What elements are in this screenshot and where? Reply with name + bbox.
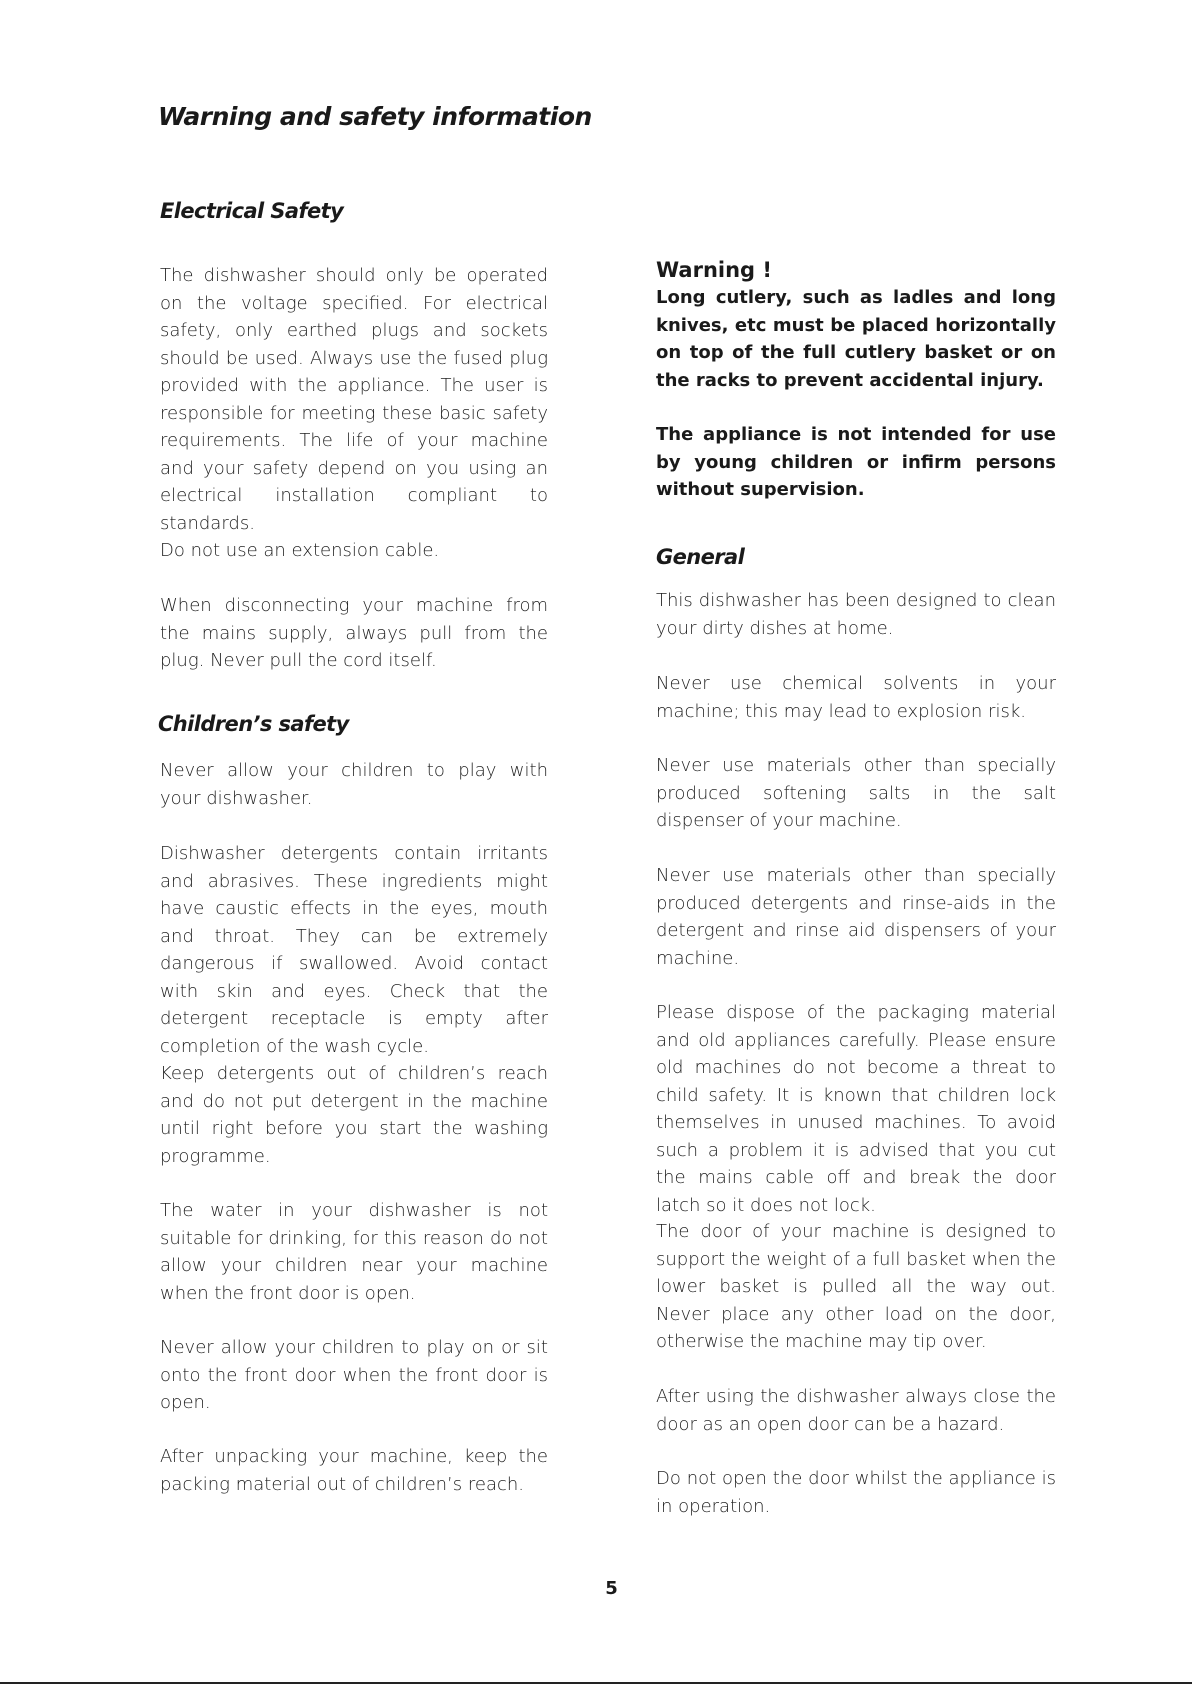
- general-heading: General: [656, 545, 745, 569]
- general-paragraph-6: The door of your machine is designed to support the weight of a full basket when the lower basket is pulled all the way out. Never place any other load on the door, otherwise the machine may tip over.: [656, 1221, 1056, 1352]
- general-paragraph-2: Never use chemical solvents in your machine; this may lead to explosion risk.: [656, 673, 1056, 722]
- general-paragraph-8: Do not open the door whilst the appliance is in operation.: [656, 1468, 1056, 1517]
- page-title: Warning and safety information: [158, 102, 592, 131]
- children-paragraph-3: Keep detergents out of children’s reach and do not put detergent in the machine until right before you start the washing programme.: [160, 1063, 548, 1167]
- warning-supervision: The appliance is not intended for use by young children or infirm persons without supervision.: [656, 424, 1056, 500]
- general-paragraph-1: This dishwasher has been designed to clean your dirty dishes at home.: [656, 590, 1056, 639]
- general-paragraph-7: After using the dishwasher always close the door as an open door can be a hazard.: [656, 1386, 1056, 1435]
- electrical-paragraph-3: When disconnecting your machine from the mains supply, always pull from the plug. Never pull the cord itself.: [160, 595, 548, 671]
- children-paragraph-6: After unpacking your machine, keep the packing material out of children’s reach.: [160, 1446, 548, 1495]
- children-paragraph-5: Never allow your children to play on or sit onto the front door when the front door is open.: [160, 1337, 548, 1413]
- children-paragraph-4: The water in your dishwasher is not suitable for drinking, for this reason do not allow your children near your machine when the front door is open.: [160, 1200, 548, 1304]
- electrical-safety-heading: Electrical Safety: [160, 199, 344, 223]
- general-paragraph-5: Please dispose of the packaging material and old appliances carefully. Please ensure old machines do not become a threat to child safety. It is known that children lock themselves in unused machines. To avoid such a problem it is advised that you cut the mains cable off and break the door latch so it does not lock.: [656, 1002, 1056, 1216]
- children-paragraph-1: Never allow your children to play with your dishwasher.: [160, 760, 548, 809]
- warning-title: Warning !: [656, 258, 772, 282]
- children-paragraph-2: Dishwasher detergents contain irritants and abrasives. These ingredients might have caustic effects in the eyes, mouth and throat. They can be extremely dangerous if swallowed. Avoid contact with skin and eyes. Check that the detergent receptacle is empty after completion of the wash cycle.: [160, 843, 548, 1057]
- page-number: 5: [605, 1578, 618, 1599]
- general-paragraph-3: Never use materials other than specially produced softening salts in the salt dispenser of your machine.: [656, 755, 1056, 831]
- electrical-paragraph-1: The dishwasher should only be operated on the voltage specified. For electrical safety, only earthed plugs and sockets should be used. Always use the fused plug provided with the appliance. The user is responsible for meeting these basic safety requirements. The life of your machine and your safety depend on you using an electrical installation compliant to standards.: [160, 265, 548, 534]
- general-paragraph-4: Never use materials other than specially produced detergents and rinse-aids in the detergent and rinse aid dispensers of your machine.: [656, 865, 1056, 969]
- electrical-paragraph-2: Do not use an extension cable.: [160, 540, 440, 561]
- childrens-safety-heading: Children’s safety: [158, 712, 349, 736]
- warning-cutlery: Long cutlery, such as ladles and long knives, etc must be placed horizontally on top of the full cutlery basket or on the racks to prevent accidental injury.: [656, 287, 1056, 391]
- page-bottom-rule: [0, 1682, 1192, 1684]
